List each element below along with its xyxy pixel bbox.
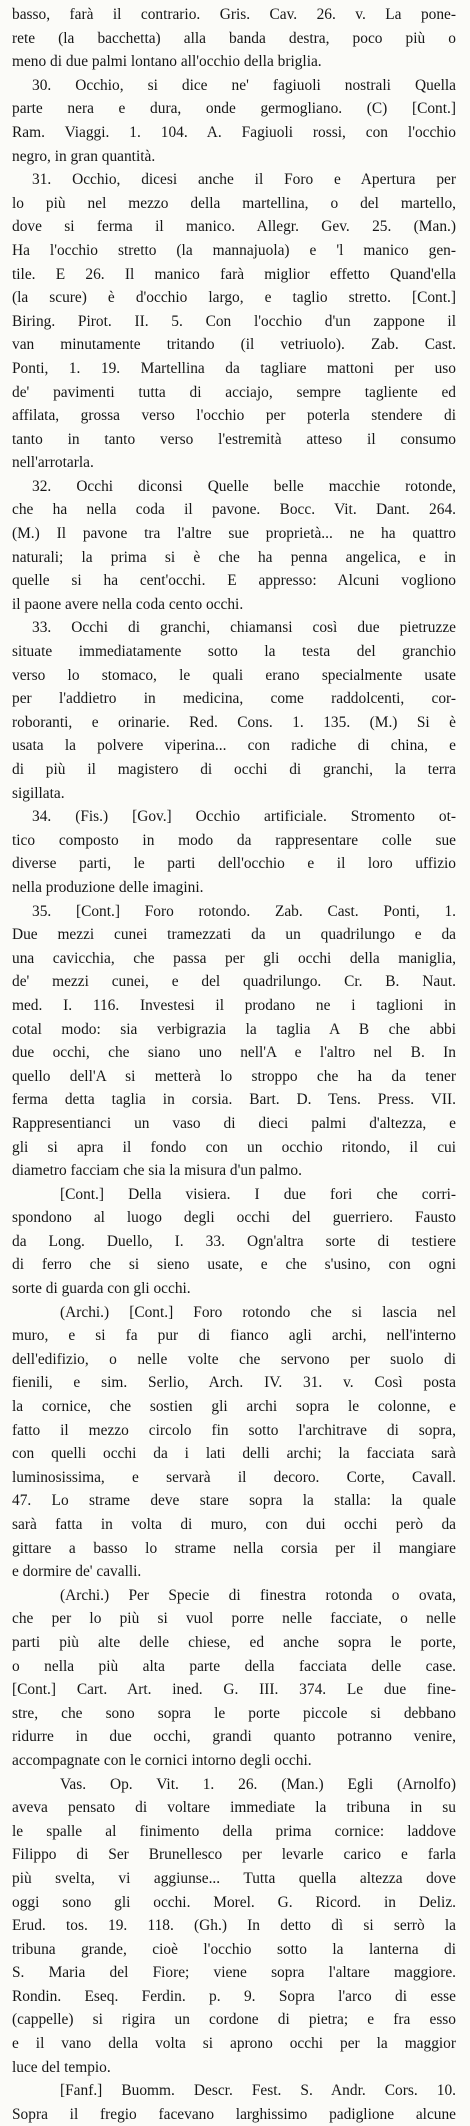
- text-line: roboranti, e orinarie. Red. Cons. 1. 135. (M.) Si è: [12, 713, 456, 731]
- text-line: [Cont.] Cart. Art. ined. G. III. 374. Le due fine-: [12, 1681, 456, 1699]
- text-line: sigillata.: [12, 784, 65, 802]
- text-line: usata la polvere viperina... con radiche di china, e: [12, 737, 456, 755]
- text-line: oggi sono gli occhi. Morel. G. Ricord. in Deliz.: [12, 1893, 456, 1911]
- text-line: ferma detta taglia in corsia. Bart. D. Tens. Press. VII.: [12, 1091, 456, 1109]
- text-line: spondono al luogo degli occhi del guerriero. Fausto: [12, 1209, 456, 1227]
- text-line: sorte di guarda con gli occhi.: [12, 1280, 191, 1298]
- text-line: e dormire de' cavalli.: [12, 1563, 142, 1581]
- text-line: Vas. Op. Vit. 1. 26. (Man.) Egli (Arnolfo): [60, 1775, 456, 1793]
- text-line: (Archi.) Per Specie di finestra rotonda o ovata,: [60, 1586, 456, 1604]
- text-line: Filippo di Ser Brunellesco per levarle carico e farla: [12, 1846, 456, 1864]
- text-line: sarà fatta in volta di muro, con dui occhi però da: [12, 1516, 456, 1533]
- text-line: parte nera e dura, onde germogliano. (C) [Cont.]: [12, 100, 456, 118]
- text-line: nell'arrotarla.: [12, 454, 94, 472]
- text-line: luce del tempio.: [12, 2058, 111, 2076]
- text-line: verso lo stomaco, le quali erano specialmente usate: [12, 666, 456, 684]
- text-line: accompagnate con le cornici intorno degli occhi.: [12, 1751, 312, 1769]
- text-line: parti più alte delle chiese, ed anche sopra le porte,: [12, 1633, 456, 1651]
- text-line: fienili, e sim. Serlio, Arch. IV. 31. v. Così posta: [12, 1374, 456, 1392]
- text-line: 35. [Cont.] Foro rotondo. Zab. Cast. Ponti, 1.: [32, 902, 456, 920]
- text-line: [Fanf.] Buomm. Descr. Fest. S. Andr. Cors. 10.: [60, 2082, 456, 2100]
- text-line: tribuna grande, cioè l'occhio sotto la lanterna di: [12, 1940, 456, 1958]
- text-line: (M.) Il pavone tra l'altre sue proprietà... ne ha quattro: [12, 525, 456, 543]
- text-line: diverse parti, le parti dell'occhio e il loro uffizio: [12, 855, 456, 873]
- text-line: 32. Occhi diconsi Quelle belle macchie rotonde,: [32, 477, 456, 495]
- text-line: Due mezzi cunei tramezzati da un quadrilungo e da: [12, 926, 456, 944]
- text-line: la cornice, che sostien gli archi sopra le colonne, e: [12, 1398, 456, 1416]
- text-line: di ferro che si sieno usate, e che s'usino, con ogni: [12, 1256, 456, 1274]
- text-line: (la scure) è d'occhio largo, e taglio stretto. [Cont.]: [12, 289, 456, 307]
- text-line: lo più nel mezzo della martellina, o del martello,: [12, 194, 456, 212]
- text-line: più svelta, vi aggiunse... Tutta quella altezza dove: [12, 1869, 456, 1887]
- text-line: 34. (Fis.) [Gov.] Occhio artificiale. Stromento ot-: [32, 808, 456, 826]
- text-line: con quelli occhi da i lati delli archi; la facciata sarà: [12, 1445, 456, 1463]
- text-line: 33. Occhi di granchi, chiamansi così due pietruzze: [32, 619, 456, 637]
- text-line: meno di due palmi lontano all'occhio della briglia.: [12, 53, 322, 71]
- text-line: che per lo più si vuol porre nelle facciate, o nelle: [12, 1610, 456, 1628]
- text-line: 30. Occhio, si dice ne' fagiuoli nostrali Quella: [32, 76, 456, 94]
- text-line: Erud. tos. 19. 118. (Gh.) In detto dì si serrò la: [12, 1917, 456, 1935]
- text-line: una cavicchia, che passa per gli occhi della maniglia,: [12, 949, 456, 967]
- text-line: fatto il mezzo circolo fin sotto l'architrave di sopra,: [12, 1421, 456, 1439]
- text-line: due occhi, che siano uno nell'A e l'altro nel B. In: [12, 1044, 456, 1062]
- text-line: de' pavimenti tutta di acciajo, sempre tagliente ed: [12, 383, 456, 401]
- text-line: S. Maria del Fiore; viene sopra l'altare maggiore.: [12, 1964, 456, 1982]
- text-line: (Archi.) [Cont.] Foro rotondo che si lascia nel: [60, 1303, 456, 1321]
- text-line: van minutamente tritando (il vetriuolo). Zab. Cast.: [12, 336, 456, 354]
- text-line: tanto in tanto verso l'estremità atteso il consumo: [12, 430, 456, 448]
- text-line: che ha nella coda il pavone. Bocc. Vit. Dant. 264.: [12, 501, 456, 519]
- text-line: le spalle al finimento della prima cornice: laddove: [12, 1822, 456, 1840]
- text-line: tico composto in modo da rappresentare colle sue: [12, 831, 456, 849]
- text-line: dell'edifizio, o nelle volte che servono per suolo di: [12, 1350, 456, 1368]
- text-line: Ha l'occhio stretto (la mannajuola) e 'l manico gen-: [12, 241, 456, 259]
- text-line: e il vano della volta si aprono occhi per la maggior: [12, 2035, 456, 2053]
- text-line: (cappelle) si rigira un cordone di pietra; e fra esso: [12, 2011, 456, 2029]
- text-line: [Cont.] Della visiera. I due fori che corri-: [60, 1185, 456, 1203]
- text-line: diametro facciam che sia la misura d'un palmo.: [12, 1162, 302, 1180]
- text-line: gli si apra il fondo con un occhio ritondo, il cui: [12, 1138, 456, 1156]
- text-line: di più il magistero di occhi di granchi, la terra: [12, 761, 456, 778]
- text-line: ridurre in due occhi, grandi quanto potranno venire,: [12, 1728, 456, 1746]
- text-line: da Long. Duello, I. 33. Ogn'altra sorte di testiere: [12, 1232, 456, 1250]
- text-line: il paone avere nella coda cento occhi.: [12, 595, 244, 613]
- text-line: 47. Lo strame deve stare sopra la stalla: la quale: [12, 1492, 456, 1510]
- text-line: Rondin. Eseq. Ferdin. p. 9. Sopra l'arco di esse: [12, 1987, 456, 2005]
- text-line: de' mezzi cunei, e del quadrilungo. Cr. B. Naut.: [12, 973, 456, 991]
- text-line: naturali; la prima si è che ha penna angelica, e in: [12, 548, 456, 566]
- text-line: Rappresentianci un vaso di dieci palmi d'altezza, e: [12, 1114, 456, 1132]
- text-line: dove si ferma il manico. Allegr. Gev. 25. (Man.): [12, 218, 456, 236]
- text-line: luminosissima, e servarà il decoro. Corte, Cavall.: [12, 1468, 456, 1486]
- text-line: nella produzione delle imagini.: [12, 878, 204, 896]
- text-line: situate immediatamente sotto la testa del granchio: [12, 643, 456, 661]
- text-line: affilata, grossa verso l'occhio per poterla stendere di: [12, 407, 456, 425]
- text-line: aveva pensato di voltare immediate la tribuna in su: [12, 1799, 456, 1817]
- text-line: per l'addietro in medicina, come raddolcenti, cor-: [12, 690, 456, 708]
- text-line: gittare a basso lo strame nella corsia per il mangiare: [12, 1539, 456, 1557]
- text-line: med. I. 116. Investesi il prodano ne i taglioni in: [12, 996, 456, 1014]
- text-line: 31. Occhio, dicesi anche il Foro e Apertura per: [32, 171, 456, 189]
- text-line: muro, e si fa pur di fianco agli archi, nell'interno: [12, 1327, 456, 1345]
- text-line: Ram. Viaggi. 1. 104. A. Fagiuoli rossi, con l'occhio: [12, 123, 456, 141]
- text-line: quelle si ha cent'occhi. E appresso: Alcuni vogliono: [12, 572, 456, 590]
- text-line: rete (la bacchetta) alla banda destra, poco più o: [12, 29, 456, 47]
- text-line: stre, che sono sopra le porte piccole si debbano: [12, 1704, 456, 1722]
- text-line: o nella più alta parte della facciata delle case.: [12, 1657, 456, 1675]
- text-line: Biring. Pirot. II. 5. Con l'occhio d'un zappone il: [12, 312, 456, 330]
- text-line: quello dell'A si metterà lo stroppo che ha da tener: [12, 1067, 456, 1085]
- text-line: negro, in gran quantità.: [12, 147, 156, 165]
- text-line: tile. E 26. Il manico farà miglior effetto Quand'ella: [12, 265, 456, 283]
- text-line: cotal modo: sia verbigrazia la taglia A B che abbi: [12, 1020, 456, 1038]
- text-line: Ponti, 1. 19. Martellina da tagliare mattoni per uso: [12, 359, 456, 377]
- text-line: Sopra il fregio facevano larghissimo padiglione alcune: [12, 2105, 456, 2123]
- text-line: basso, farà il contrario. Gris. Cav. 26. v. La pone-: [12, 6, 456, 23]
